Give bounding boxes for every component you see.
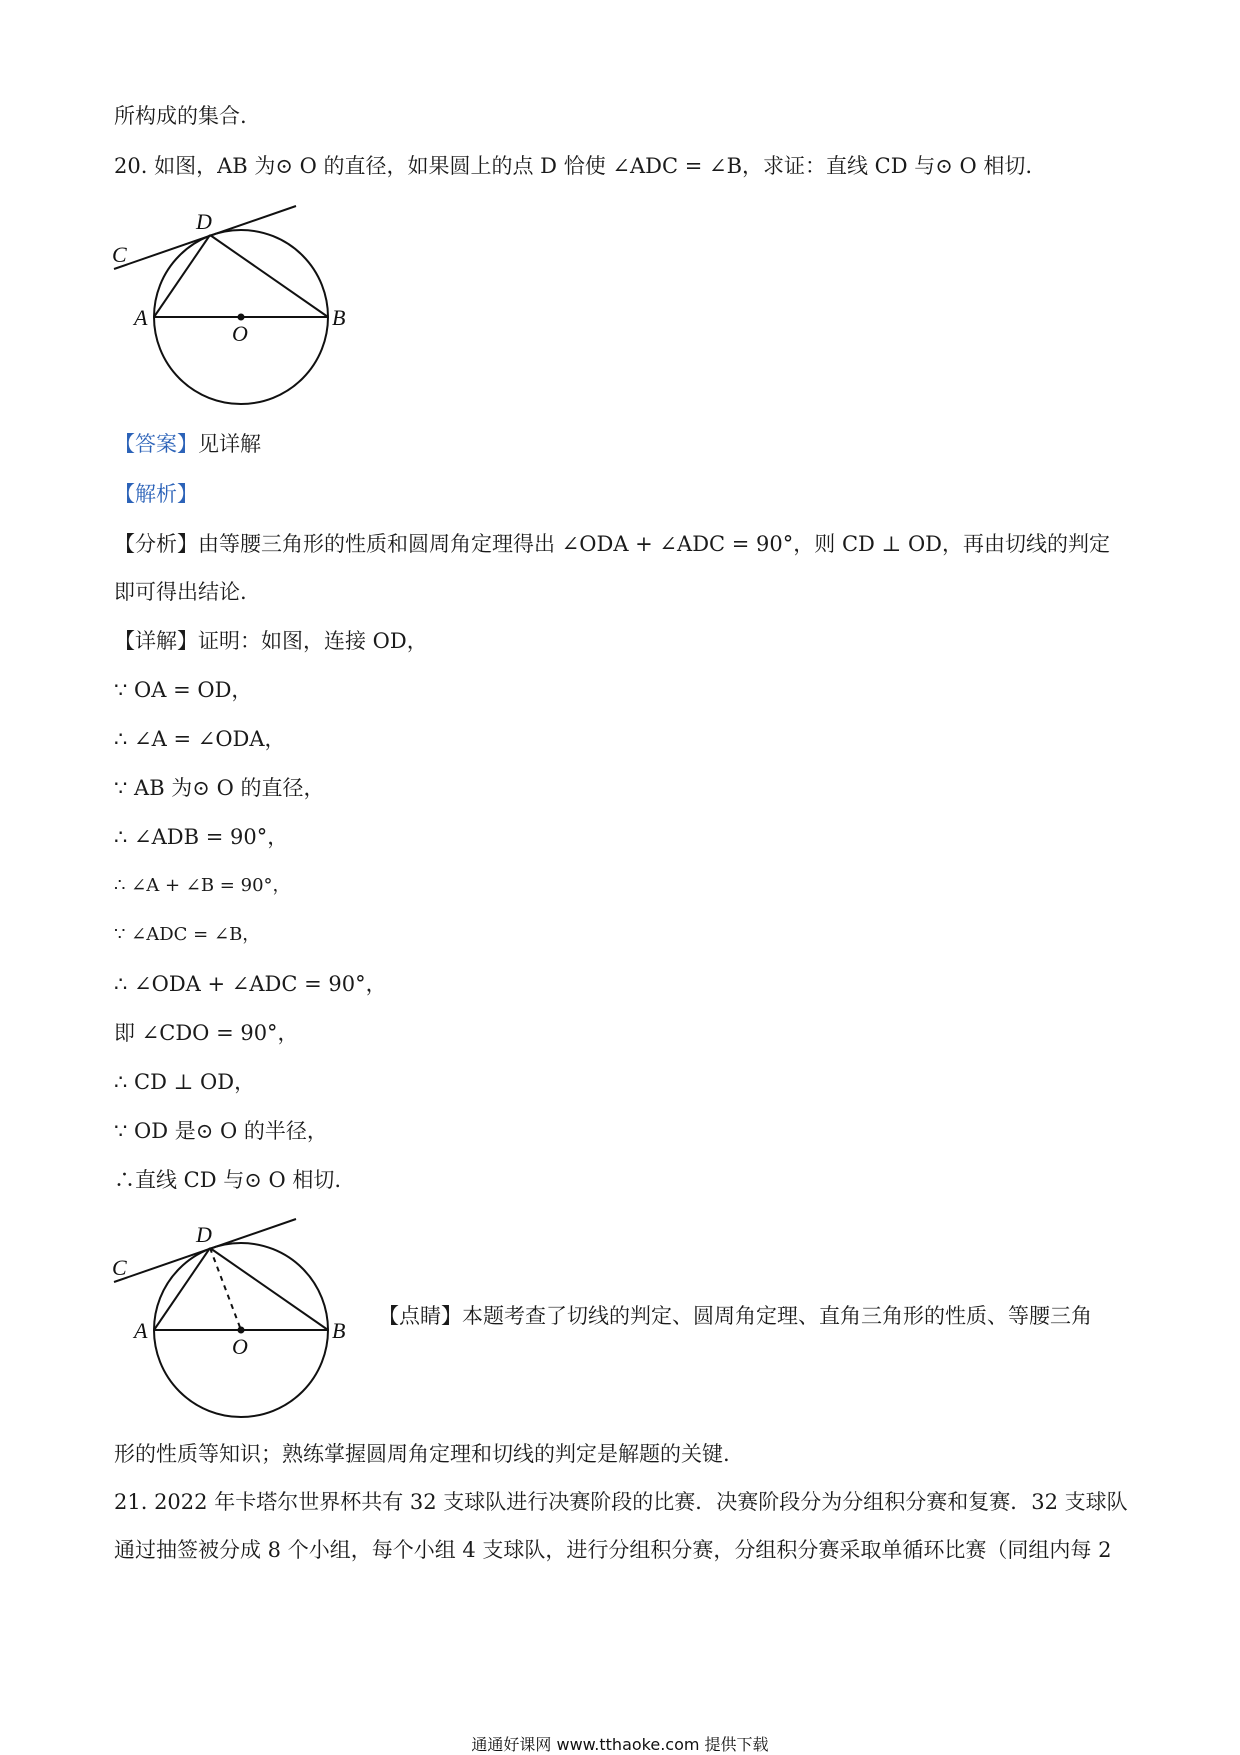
geometry-figure-1: [100, 195, 360, 420]
dianjing-line-2: 形的性质等知识；熟练掌握圆周角定理和切线的判定是解题的关键.: [114, 1442, 730, 1466]
question-21-line-2: 通过抽签被分成 8 个小组，每个小组 4 支球队，进行分组积分赛，分组积分赛采取单循环比赛（同组内每 2: [114, 1538, 1112, 1562]
radius-od-dashed: [210, 1248, 241, 1330]
label-c-2: C: [112, 1255, 127, 1280]
step-7: ∴ ∠ODA + ∠ADC = 90°，: [114, 972, 387, 996]
question-21-line-1: 21. 2022 年卡塔尔世界杯共有 32 支球队进行决赛阶段的比赛．决赛阶段分为分组积分赛和复赛．32 支球队: [114, 1490, 1128, 1514]
chord-db-2: [210, 1248, 328, 1330]
text-line-1: 所构成的集合.: [114, 104, 247, 128]
step-6: ∵ ∠ADC = ∠B，: [114, 924, 261, 945]
geometry-figure-2: [100, 1208, 360, 1433]
chord-ad-2: [154, 1248, 210, 1330]
analysis-line-1: 【分析】由等腰三角形的性质和圆周角定理得出 ∠ODA + ∠ADC = 90°，则 CD ⊥ OD，再由切线的判定: [114, 532, 1110, 556]
answer-text: 见详解: [198, 432, 261, 456]
answer-line: [114, 430, 261, 458]
step-8: 即 ∠CDO = 90°，: [114, 1021, 299, 1045]
label-c: C: [112, 242, 127, 267]
label-o-2: O: [232, 1334, 248, 1359]
label-d: D: [196, 209, 212, 234]
question-20: 20. 如图，AB 为⊙ O 的直径，如果圆上的点 D 恰使 ∠ADC = ∠B，求证：直线 CD 与⊙ O 相切.: [114, 154, 1033, 178]
answer-tag: 【答案】: [114, 432, 198, 456]
page-footer: 通通好课网 www.tthaoke.com 提供下载: [471, 1735, 769, 1754]
step-11: ∴直线 CD 与⊙ O 相切.: [114, 1168, 342, 1192]
label-o: O: [232, 321, 248, 346]
step-4: ∴ ∠ADB = 90°，: [114, 825, 289, 849]
center-point: [238, 314, 245, 321]
chord-ad: [154, 235, 210, 317]
step-1: ∵ OA = OD，: [114, 678, 253, 702]
analysis-line-2: 即可得出结论.: [114, 580, 247, 604]
step-10: ∵ OD 是⊙ O 的半径，: [114, 1119, 328, 1143]
chord-db: [210, 235, 328, 317]
step-3: ∵ AB 为⊙ O 的直径，: [114, 776, 325, 800]
label-d-2: D: [196, 1222, 212, 1247]
label-b: B: [332, 305, 346, 330]
step-9: ∴ CD ⊥ OD，: [114, 1070, 256, 1094]
label-a-2: A: [134, 1318, 148, 1343]
detail-line-1: 【详解】证明：如图，连接 OD，: [114, 629, 428, 653]
label-b-2: B: [332, 1318, 346, 1343]
center-point-2: [238, 1327, 245, 1334]
step-5: ∴ ∠A + ∠B = 90°，: [114, 875, 291, 896]
step-2: ∴ ∠A = ∠ODA，: [114, 727, 286, 751]
label-a: A: [134, 305, 148, 330]
dianjing-line-1: 【点睛】本题考查了切线的判定、圆周角定理、直角三角形的性质、等腰三角: [378, 1304, 1092, 1328]
analysis-tag: 【解析】: [114, 482, 198, 506]
